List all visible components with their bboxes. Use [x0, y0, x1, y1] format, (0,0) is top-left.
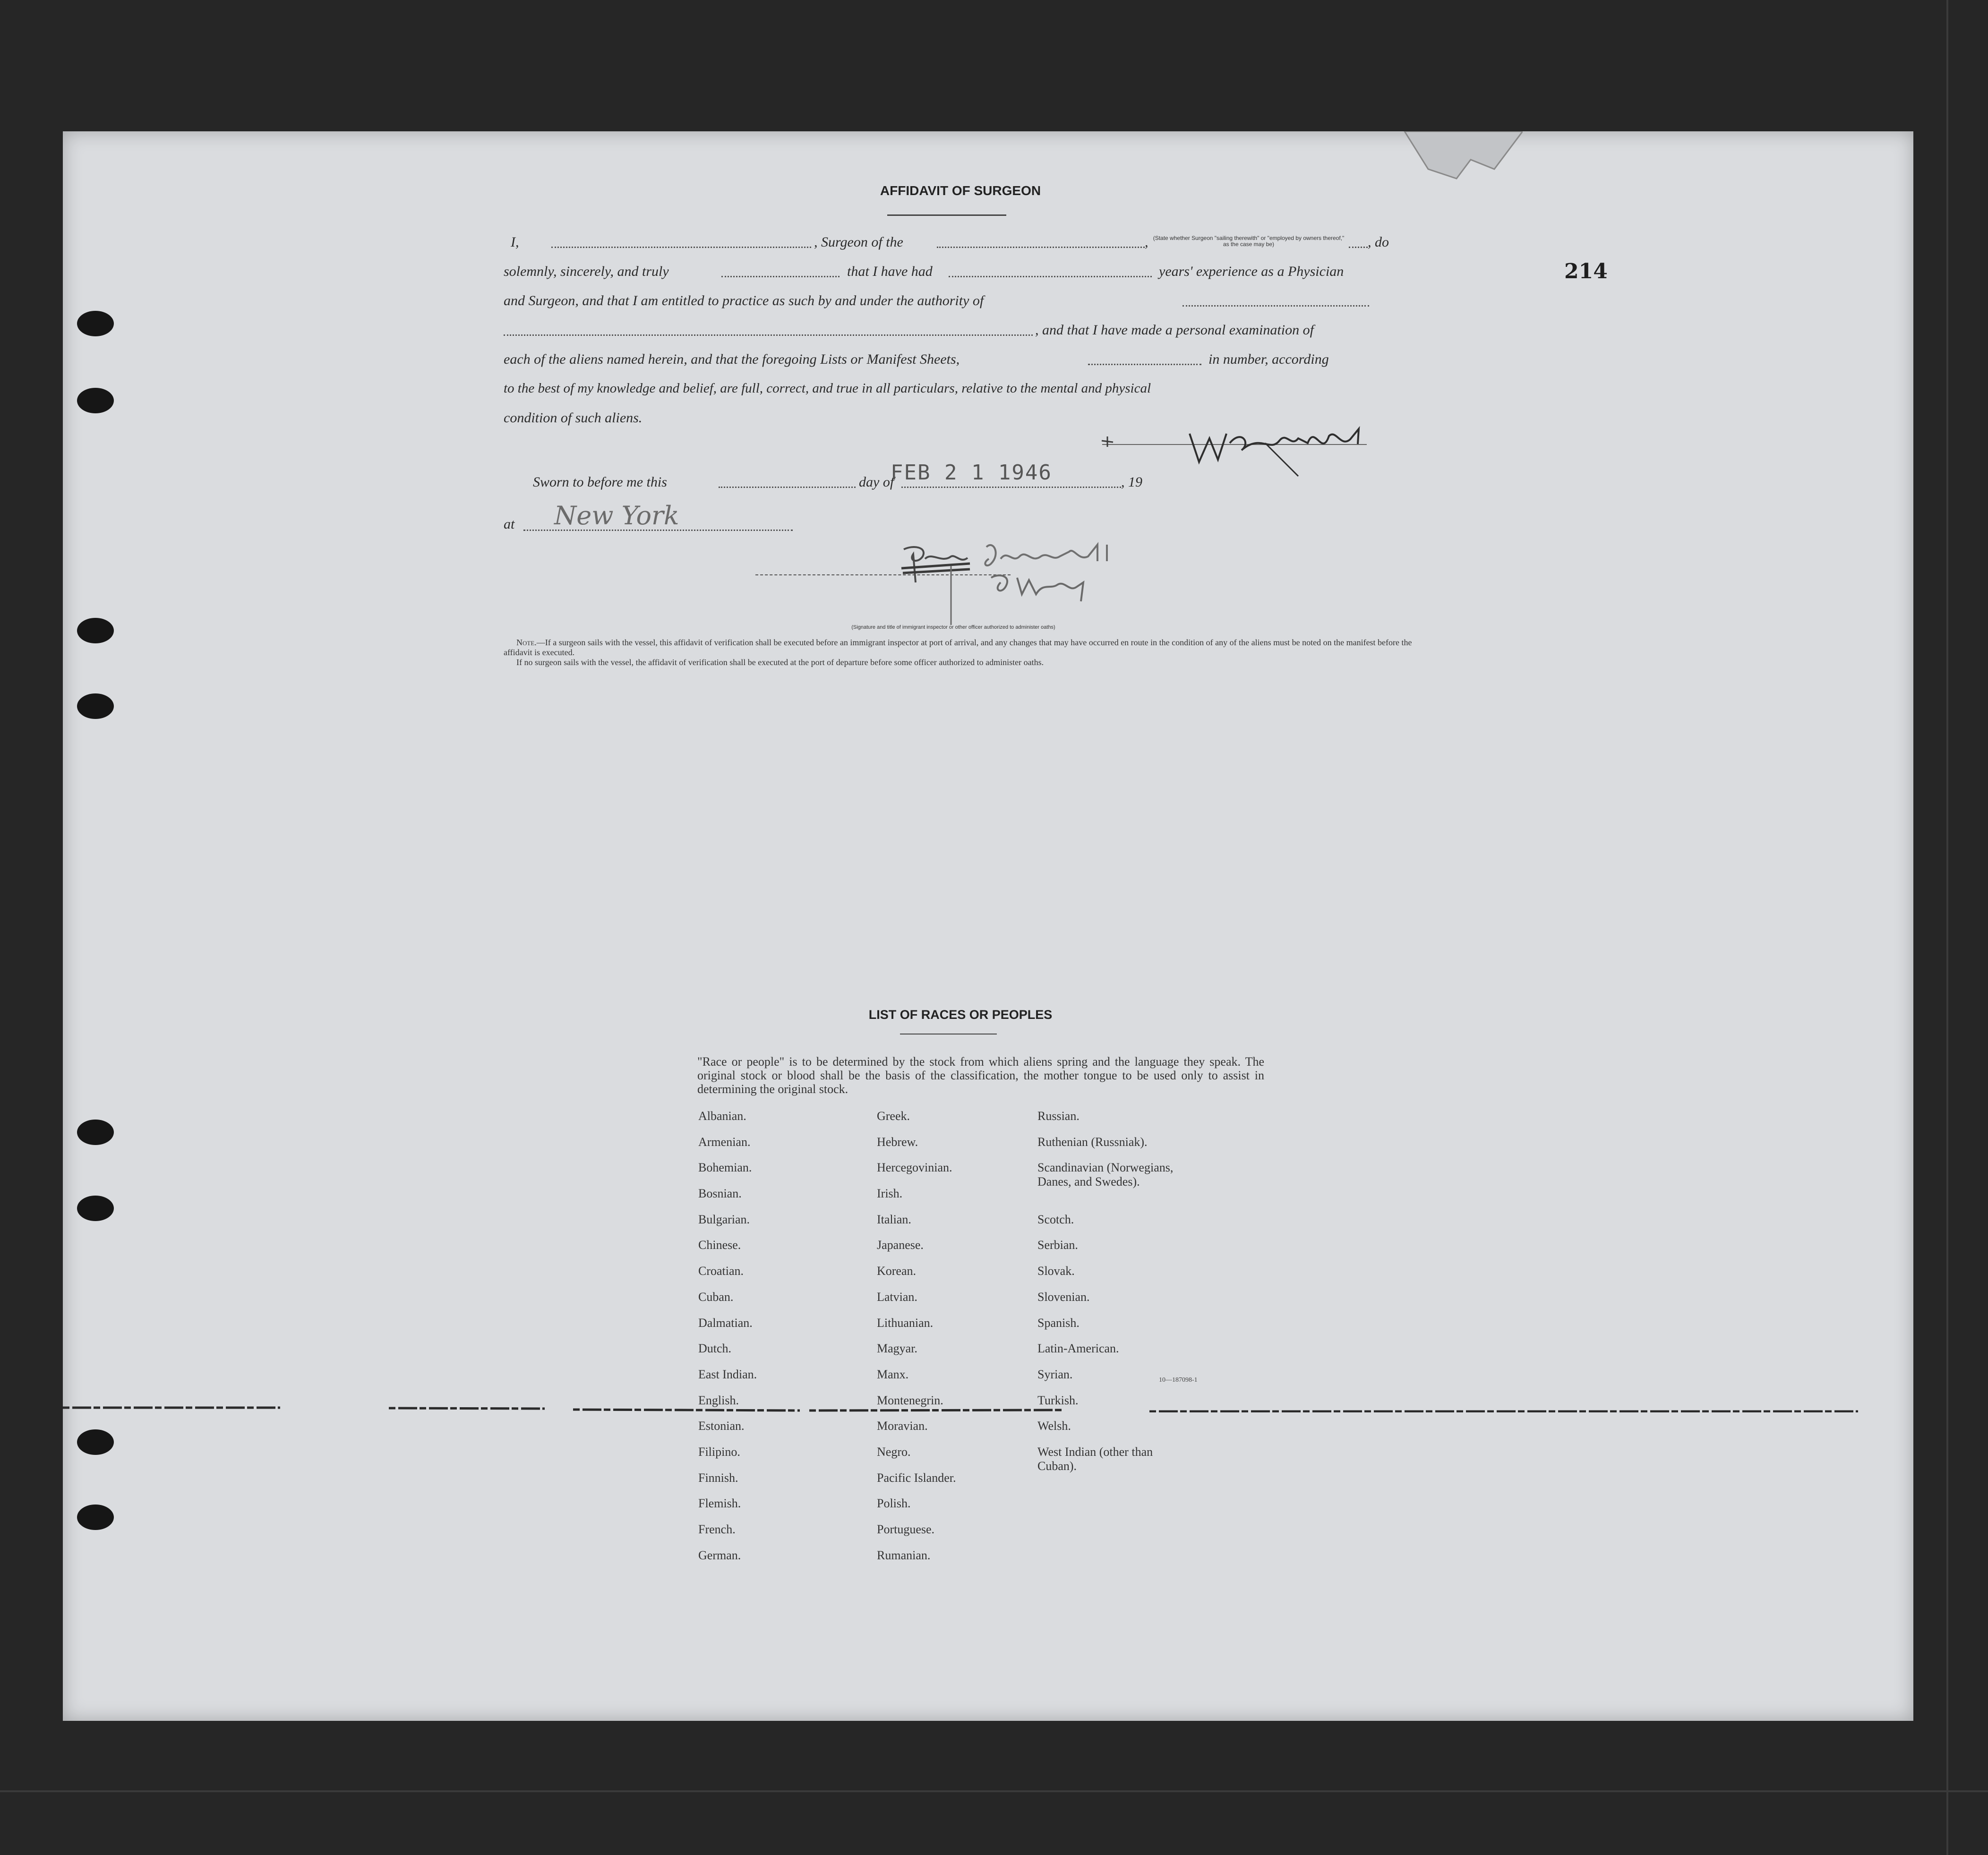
inspector-signature: [899, 535, 1263, 625]
race-item: Spanish.: [1037, 1316, 1080, 1330]
affidavit-line1-surgeon: , Surgeon of the: [814, 234, 903, 250]
races-title: LIST OF RACES OR PEOPLES: [868, 1008, 1053, 1022]
races-intro: "Race or people" is to be determined by the stock from which aliens spring and the language they speak. The original stock or blood shall be the basis of the classification, the mother tongue to be used only to assist in determining the original stock.: [697, 1055, 1264, 1096]
affidavit-line2-end: years' experience as a Physician: [1159, 264, 1344, 279]
race-item: Irish.: [877, 1187, 903, 1201]
surgeon-name-field: [551, 247, 811, 248]
punch-hole: [77, 388, 114, 413]
race-item: Bulgarian.: [698, 1212, 750, 1226]
race-item: Albanian.: [698, 1109, 746, 1123]
race-item: Dalmatian.: [698, 1316, 753, 1330]
affidavit-line2-mid: that I have had: [847, 264, 933, 279]
affidavit-title: AFFIDAVIT OF SURGEON: [880, 183, 1041, 198]
vessel-field: [937, 247, 1145, 248]
note-text-2: If no surgeon sails with the vessel, the affidavit of verification shall be executed at the port of departure before some officer authorized to administer oaths.: [516, 658, 1044, 667]
sworn-month-field: [901, 487, 1121, 488]
punch-hole: [77, 618, 114, 643]
race-item: Armenian.: [698, 1135, 751, 1149]
sworn-line-end: , 19: [1121, 474, 1142, 490]
title-rule: [887, 214, 1006, 216]
affidavit-line6: to the best of my knowledge and belief, are full, correct, and true in all particulars, relative to the mental and physical: [504, 381, 1151, 396]
races-column-2: [877, 1109, 956, 1574]
race-item: Chinese.: [698, 1238, 741, 1252]
punch-hole: [77, 311, 114, 336]
sworn-line-start: Sworn to before me this: [533, 474, 667, 490]
page-number: 214: [1564, 259, 1608, 283]
note-text-1: —If a surgeon sails with the vessel, this affidavit of verification shall be executed before an immigrant inspector at port of arrival, and any changes that may have occurred en route in the condition of any of the aliens must be noted on the manifest before the affidavit is executed.: [504, 638, 1412, 657]
race-item: Latin-American.: [1037, 1342, 1119, 1356]
place-label: at: [504, 516, 515, 532]
race-item: Slovak.: [1037, 1264, 1075, 1278]
vessel-note: (State whether Surgeon "sailing therewith" or "employed by owners thereof," as the case may be): [1153, 235, 1345, 248]
affidavit-line5-start: each of the aliens named herein, and that the foregoing Lists or Manifest Sheets,: [504, 351, 960, 367]
race-item: French.: [698, 1522, 736, 1536]
authority-field-cont: [504, 334, 1033, 336]
authority-field: [1183, 305, 1369, 307]
race-item: Montenegrin.: [877, 1393, 943, 1407]
race-item: Bohemian.: [698, 1161, 752, 1175]
race-item: Russian.: [1037, 1109, 1080, 1123]
race-item: Filipino.: [698, 1445, 740, 1459]
race-item: Portuguese.: [877, 1522, 935, 1536]
note-label: Note.: [516, 638, 537, 647]
place-handwritten: New York: [554, 501, 679, 530]
race-item: Greek.: [877, 1109, 910, 1123]
sworn-line-mid: day of: [859, 474, 894, 490]
race-item: Welsh.: [1037, 1419, 1071, 1433]
race-item: Lithuanian.: [877, 1316, 934, 1330]
race-item: Scotch.: [1037, 1212, 1074, 1226]
race-item: Japanese.: [877, 1238, 924, 1252]
race-item: Latvian.: [877, 1290, 917, 1304]
race-item-text: West Indian (other than Cuban).: [1037, 1445, 1153, 1473]
race-item: Pacific Islander.: [877, 1470, 956, 1485]
form-id: 10—187098-1: [1159, 1376, 1198, 1384]
affidavit-line1-do: , do: [1368, 234, 1389, 250]
races-column-3: [1037, 1109, 1208, 1496]
race-item: [1037, 1161, 1208, 1212]
tear-line: [63, 1404, 1913, 1412]
race-item: Korean.: [877, 1264, 917, 1278]
signature-caption: (Signature and title of immigrant inspector or other officer authorized to administer oaths): [851, 624, 1055, 630]
race-item: Estonian.: [698, 1419, 745, 1433]
affidavit-line3: and Surgeon, and that I am entitled to practice as such by and under the authority of: [504, 293, 984, 308]
affidavit-line1-comma: ,: [1145, 234, 1148, 250]
race-item: Flemish.: [698, 1496, 741, 1511]
date-stamp: FEB 2 1 1946: [891, 461, 1052, 485]
race-item: Manx.: [877, 1367, 909, 1381]
affidavit-line5-end: in number, according: [1208, 351, 1329, 367]
race-item: Bosnian.: [698, 1187, 742, 1201]
race-item: Turkish.: [1037, 1393, 1079, 1407]
affidavit-note: [504, 638, 1415, 667]
race-item-text: Scandinavian (Norwegians, Danes, and Swedes).: [1037, 1161, 1174, 1189]
affidavit-line1-start: I,: [511, 234, 519, 250]
race-item: Hebrew.: [877, 1135, 918, 1149]
surgeon-signature: [1100, 415, 1369, 481]
race-item: Dutch.: [698, 1342, 732, 1356]
race-item: East Indian.: [698, 1367, 757, 1381]
race-item: Slovenian.: [1037, 1290, 1090, 1304]
punch-hole: [77, 1429, 114, 1455]
race-item: [1037, 1445, 1208, 1496]
race-item: German.: [698, 1548, 741, 1562]
race-item: Magyar.: [877, 1342, 917, 1356]
race-item: Polish.: [877, 1496, 911, 1511]
affidavit-line7: condition of such aliens.: [504, 410, 643, 426]
race-item: Ruthenian (Russniak).: [1037, 1135, 1148, 1149]
race-item: Croatian.: [698, 1264, 744, 1278]
race-item: Rumanian.: [877, 1548, 931, 1562]
surgeon-role-field: [1349, 247, 1368, 248]
sheets-count-field: [1088, 364, 1201, 365]
race-item: Cuban.: [698, 1290, 734, 1304]
race-item: Hercegovinian.: [877, 1161, 952, 1175]
years-field: [949, 276, 1152, 277]
affidavit-line4: , and that I have made a personal examination of: [1035, 322, 1314, 338]
corner-fold: [1400, 131, 1523, 193]
race-item: Moravian.: [877, 1419, 928, 1433]
sworn-day-field: [719, 487, 856, 488]
races-column-1: [698, 1109, 757, 1574]
race-item: Finnish.: [698, 1470, 738, 1485]
race-item: Italian.: [877, 1212, 911, 1226]
race-item: English.: [698, 1393, 739, 1407]
frame-line: [1946, 0, 1948, 1855]
race-item: Serbian.: [1037, 1238, 1078, 1252]
punch-hole: [77, 693, 114, 719]
punch-hole: [77, 1196, 114, 1221]
race-item: Syrian.: [1037, 1367, 1073, 1381]
document-sheet: [63, 131, 1913, 1721]
affidavit-line2-start: solemnly, sincerely, and truly: [504, 264, 669, 279]
race-item: Negro.: [877, 1445, 911, 1459]
punch-hole: [77, 1120, 114, 1145]
frame-line: [0, 1790, 1988, 1792]
punch-hole: [77, 1505, 114, 1530]
oath-field: [721, 276, 840, 277]
